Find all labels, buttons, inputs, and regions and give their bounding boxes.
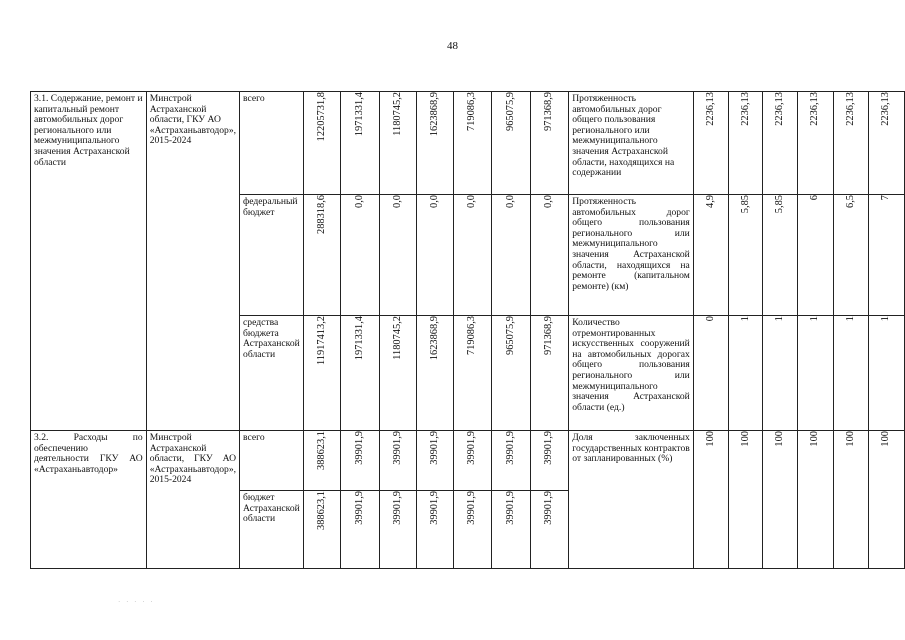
- activity-name-cell: 3.1. Содержание, ремонт и капитальный ремонт автомобильных дорог регионального или межмуниципального значения Астраханской области: [31, 92, 147, 431]
- value-cell: 12205731,8: [303, 92, 341, 195]
- value-cell: 39901,9: [416, 491, 454, 569]
- value-cell: 11917413,2: [303, 316, 341, 431]
- value-cell: 39901,9: [380, 491, 417, 569]
- indicator-value-cell: 1: [833, 316, 869, 431]
- source-label-cell: федеральный бюджет: [240, 195, 304, 316]
- value-cell: 719086,3: [454, 92, 492, 195]
- value-cell: 1971331,4: [341, 316, 380, 431]
- indicator-value-cell: 100: [729, 431, 763, 569]
- value-cell: 0,0: [454, 195, 492, 316]
- value-cell: 965075,9: [492, 92, 531, 195]
- value-cell: 39901,9: [341, 431, 380, 491]
- value-cell: 1180745,2: [380, 316, 417, 431]
- table-row: [31, 92, 905, 195]
- source-label-cell: средства бюджета Астраханской области: [240, 316, 304, 431]
- source-label-cell: бюджет Астраханской области: [240, 491, 304, 569]
- source-label-cell: всего: [240, 92, 304, 195]
- indicator-value-cell: 2236,13: [869, 92, 905, 195]
- scan-artifact: · · · · ·: [118, 598, 155, 606]
- indicator-value-cell: 2236,13: [693, 92, 729, 195]
- executor-cell: Минстрой Астраханской области, ГКУ АО «Астраханьавтодор», 2015-2024: [146, 431, 239, 569]
- value-cell: 0,0: [492, 195, 531, 316]
- value-cell: 0,0: [530, 195, 569, 316]
- value-cell: 39901,9: [492, 431, 531, 491]
- value-cell: 39901,9: [416, 431, 454, 491]
- value-cell: 1623868,9: [416, 316, 454, 431]
- indicator-value-cell: 5,85: [763, 195, 798, 316]
- indicator-value-cell: 2236,13: [729, 92, 763, 195]
- value-cell: 0,0: [341, 195, 380, 316]
- table-row: [31, 431, 905, 491]
- indicator-text-cell: Протяженность автомобильных дорог общего пользования регионального или межмуниципального значения Астраханской области, находящихся на содержании: [569, 92, 694, 195]
- value-cell: 965075,9: [492, 316, 531, 431]
- program-table: [30, 91, 905, 569]
- indicator-value-cell: 2236,13: [763, 92, 798, 195]
- indicator-value-cell: 6: [797, 195, 833, 316]
- value-cell: 0,0: [416, 195, 454, 316]
- activity-name-cell: 3.2. Расходы по обеспечению деятельности ГКУ АО «Астраханьавтодор»: [31, 431, 147, 569]
- value-cell: 0,0: [380, 195, 417, 316]
- indicator-value-cell: 1: [797, 316, 833, 431]
- value-cell: 39901,9: [454, 491, 492, 569]
- indicator-value-cell: 7: [869, 195, 905, 316]
- indicator-value-cell: 100: [693, 431, 729, 569]
- indicator-value-cell: 2236,13: [797, 92, 833, 195]
- indicator-value-cell: 100: [797, 431, 833, 569]
- value-cell: 388623,1: [303, 431, 341, 491]
- value-cell: 39901,9: [530, 491, 569, 569]
- indicator-value-cell: 100: [833, 431, 869, 569]
- value-cell: 1971331,4: [341, 92, 380, 195]
- indicator-text-cell: Количество отремонтированных искусственных сооружений на автомобильных дорогах общего пользования регионального или межмуниципального значения Астраханской области (ед.): [569, 316, 694, 431]
- indicator-value-cell: 1: [729, 316, 763, 431]
- indicator-value-cell: 4,9: [693, 195, 729, 316]
- indicator-value-cell: 6,5: [833, 195, 869, 316]
- indicator-text-cell: Протяженность автомобильных дорог общего пользования регионального или межмуниципального значения Астраханской области, находящихся на ремонте (капитальном ремонте) (км): [569, 195, 694, 316]
- value-cell: 39901,9: [530, 431, 569, 491]
- value-cell: 288318,6: [303, 195, 341, 316]
- indicator-value-cell: 0: [693, 316, 729, 431]
- value-cell: 971368,9: [530, 92, 569, 195]
- page-number: 48: [447, 40, 458, 52]
- indicator-value-cell: 1: [869, 316, 905, 431]
- source-label-cell: всего: [240, 431, 304, 491]
- value-cell: 971368,9: [530, 316, 569, 431]
- value-cell: 39901,9: [454, 431, 492, 491]
- value-cell: 1180745,2: [380, 92, 417, 195]
- value-cell: 388623,1: [303, 491, 341, 569]
- indicator-value-cell: 1: [763, 316, 798, 431]
- indicator-value-cell: 100: [763, 431, 798, 569]
- indicator-value-cell: 2236,13: [833, 92, 869, 195]
- value-cell: 39901,9: [380, 431, 417, 491]
- indicator-value-cell: 100: [869, 431, 905, 569]
- executor-cell: Минстрой Астраханской области, ГКУ АО «Астраханьавтодор», 2015-2024: [146, 92, 239, 431]
- value-cell: 719086,3: [454, 316, 492, 431]
- value-cell: 1623868,9: [416, 92, 454, 195]
- indicator-text-cell: Доля заключенных государственных контрактов от запланированных (%): [569, 431, 694, 569]
- indicator-value-cell: 5,85: [729, 195, 763, 316]
- value-cell: 39901,9: [341, 491, 380, 569]
- value-cell: 39901,9: [492, 491, 531, 569]
